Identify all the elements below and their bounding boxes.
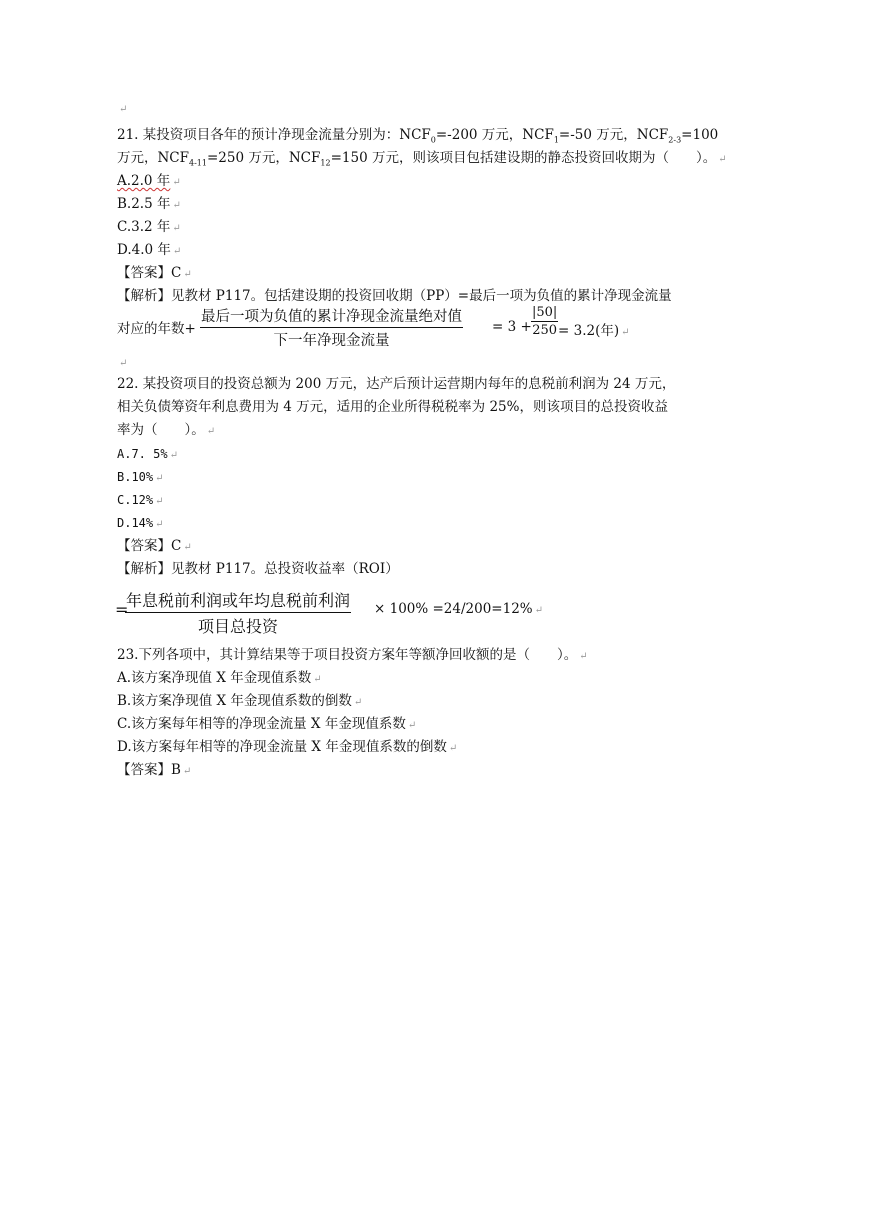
explain-text: 【解析】见教材 P117。总投资收益率（ROI） <box>117 561 399 577</box>
q23-option-b <box>117 691 362 713</box>
q21-option-b <box>117 194 181 216</box>
paragraph-mark: ↵ <box>183 542 192 553</box>
paragraph-mark: ↵ <box>182 766 192 777</box>
q21-text: =-200 万元，NCF <box>435 127 554 143</box>
fraction-numerator: 最后一项为负值的累计净现金流量绝对值 <box>200 305 463 328</box>
paragraph-mark: ↵ <box>119 104 128 115</box>
q21-text: =100 <box>681 127 719 143</box>
q21-line1 <box>117 125 718 151</box>
q23-option-c <box>117 714 416 736</box>
option-text: D.14% <box>117 516 154 530</box>
paragraph-mark: ↵ <box>172 200 181 211</box>
option-text: A.该方案净现值 X 年金现值系数 <box>117 670 312 686</box>
option-text: D.4.0 年 <box>117 242 171 258</box>
paragraph-mark: ↵ <box>621 327 630 338</box>
q21-formula-result <box>558 319 630 339</box>
q22-formula-fraction <box>125 588 351 637</box>
q22-line3 <box>117 420 215 442</box>
q22-answer <box>117 536 192 558</box>
q21-answer <box>117 263 192 285</box>
q23-answer <box>117 760 191 782</box>
paragraph-mark: ↵ <box>172 246 182 257</box>
q21-text: =-50 万元，NCF <box>558 127 669 143</box>
q21-formula-fraction <box>200 305 463 350</box>
q23-option-a <box>117 668 322 690</box>
paragraph-mark: ↵ <box>448 743 458 754</box>
option-text: A.7. 5% <box>117 447 168 461</box>
q23-text: 23.下列各项中，其计算结果等于项目投资方案年等额净回收额的是（ ）。 <box>117 647 578 663</box>
paragraph-mark: ↵ <box>206 426 216 437</box>
q21-option-a <box>117 171 181 193</box>
fraction-numerator: 年息税前利润或年均息税前利润 <box>125 588 351 613</box>
q23-line1 <box>117 645 588 667</box>
q22-line1 <box>117 374 675 394</box>
paragraph-mark: ↵ <box>172 177 181 188</box>
option-text: A.2.0 年 <box>117 173 171 189</box>
paragraph-mark: ↵ <box>172 223 181 234</box>
q22-option-d <box>117 513 164 535</box>
fraction-denominator: 下一年净现金流量 <box>273 333 390 349</box>
empty-paragraph <box>117 352 127 374</box>
paragraph-mark: ↵ <box>579 651 588 662</box>
option-text: B.2.5 年 <box>117 196 171 212</box>
paragraph-mark: ↵ <box>169 450 178 461</box>
q22-explain <box>117 559 399 579</box>
subscript: 1 <box>553 135 559 145</box>
q21-text: 21. 某投资项目各年的预计净现金流量分别为：NCF <box>117 127 431 143</box>
q21-option-c <box>117 217 181 239</box>
paragraph-mark: ↵ <box>155 473 164 484</box>
paragraph-mark: ↵ <box>183 269 192 280</box>
formula-result: = 3.2(年) <box>558 323 620 339</box>
option-text: B.10% <box>117 470 154 484</box>
empty-paragraph <box>117 98 127 120</box>
option-text: D.该方案每年相等的净现金流量 X 年金现值系数的倒数 <box>117 739 447 755</box>
paragraph-mark: ↵ <box>155 496 164 507</box>
q22-line2 <box>117 397 668 417</box>
q21-text: =250 万元，NCF <box>207 150 321 166</box>
q22-option-c <box>117 490 164 512</box>
q22-option-a <box>117 444 178 466</box>
q22-text: 相关负债筹资年利息费用为 4 万元，适用的企业所得税税率为 25%，则该项目的总投资收益 <box>117 399 668 415</box>
answer-text: 【答案】B <box>117 762 181 778</box>
q22-text: 22. 某投资项目的投资总额为 200 万元，达产后预计运营期内每年的息税前利润为 24 万元， <box>117 376 676 392</box>
subscript: 12 <box>320 158 331 168</box>
option-text: C.3.2 年 <box>117 219 171 235</box>
answer-text: 【答案】C <box>117 538 182 554</box>
paragraph-mark: ↵ <box>407 720 417 731</box>
q21-formula-prefix: 对应的年数+ <box>117 321 196 337</box>
q21-option-d <box>117 240 181 262</box>
paragraph-mark: ↵ <box>313 674 322 685</box>
q21-text: =150 万元，则该项目包括建设期的静态投资回收期为（ ）。 <box>330 150 717 166</box>
q22-option-b <box>117 467 164 489</box>
paragraph-mark: ↵ <box>353 697 363 708</box>
q21-text: 万元，NCF <box>117 150 190 166</box>
fraction-denominator: 项目总投资 <box>198 617 279 636</box>
q21-formula-small-fraction <box>531 305 558 338</box>
q21-line2 <box>117 148 727 174</box>
paragraph-mark: ↵ <box>534 605 544 616</box>
q22-formula-result <box>374 601 543 617</box>
formula-result: × 100% =24/200=12% <box>374 601 533 617</box>
answer-text: 【答案】C <box>117 265 182 281</box>
paragraph-mark: ↵ <box>155 519 164 530</box>
explain-text: 【解析】见教材 P117。包括建设期的投资回收期（PP）=最后一项为负值的累计净现金流量 <box>117 288 672 304</box>
option-text: C.12% <box>117 493 154 507</box>
option-text: C.该方案每年相等的净现金流量 X 年金现值系数 <box>117 716 406 732</box>
fraction-numerator: |50| <box>532 305 558 320</box>
q22-formula-eq: = <box>115 600 129 619</box>
q22-text: 率为（ ）。 <box>117 422 205 438</box>
option-text: B.该方案净现值 X 年金现值系数的倒数 <box>117 693 352 709</box>
paragraph-mark: ↵ <box>718 154 727 165</box>
paragraph-mark: ↵ <box>119 358 128 369</box>
subscript: 2-3 <box>668 135 682 145</box>
subscript: 4-11 <box>189 158 207 168</box>
subscript: 0 <box>430 135 436 145</box>
q23-option-d <box>117 737 457 759</box>
q21-explain <box>117 286 672 306</box>
q21-formula-mid: = 3 + <box>492 319 532 335</box>
fraction-denominator: 250 <box>532 323 558 338</box>
